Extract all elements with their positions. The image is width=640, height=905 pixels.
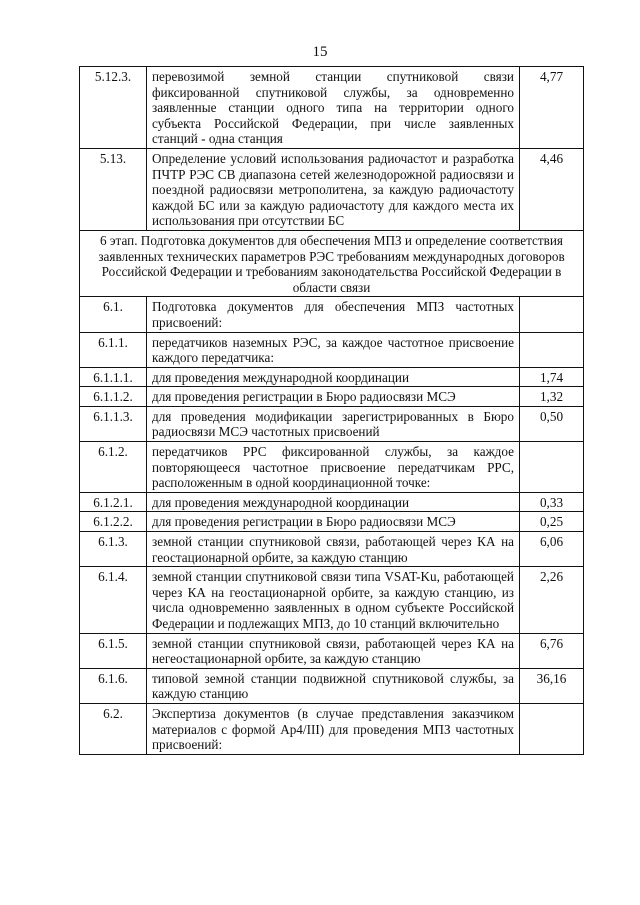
row-value: 1,74 — [520, 367, 584, 387]
row-value: 1,32 — [520, 387, 584, 407]
row-description: для проведения модификации зарегистрированных в Бюро радиосвязи МСЭ частотных присвоений — [147, 406, 520, 441]
table-row — [80, 492, 584, 512]
row-description: перевозимой земной станции спутниковой связи фиксированной спутниковой службы, за одновременно заявленные станции одного типа на территории одного субъекта Российской Федерации, при числе заявленных станций - одна станция — [147, 67, 520, 149]
table-row — [80, 387, 584, 407]
row-number: 6.1.1. — [80, 332, 147, 367]
row-description: земной станции спутниковой связи, работающей через КА на геостационарной орбите, за каждую станцию — [147, 532, 520, 567]
row-value — [520, 297, 584, 332]
row-number: 6.1.1.2. — [80, 387, 147, 407]
row-number: 6.1.1.1. — [80, 367, 147, 387]
row-number: 6.1.2.2. — [80, 512, 147, 532]
row-number: 5.12.3. — [80, 67, 147, 149]
row-description: передатчиков наземных РЭС, за каждое частотное присвоение каждого передатчика: — [147, 332, 520, 367]
table-row — [80, 442, 584, 493]
row-number: 6.1.2. — [80, 442, 147, 493]
tariff-table — [79, 66, 584, 755]
row-description: Подготовка документов для обеспечения МПЗ частотных присвоений: — [147, 297, 520, 332]
row-description: передатчиков РРС фиксированной службы, за каждое повторяющееся частотное присвоение передатчикам РРС, расположенным в одной координационной точке: — [147, 442, 520, 493]
row-value: 2,26 — [520, 567, 584, 633]
table-row — [80, 532, 584, 567]
row-value: 4,46 — [520, 148, 584, 230]
section-header-row — [80, 230, 584, 296]
row-value: 4,77 — [520, 67, 584, 149]
table-row — [80, 703, 584, 754]
row-description: Определение условий использования радиочастот и разработка ПЧТР РЭС СВ диапазона сетей железнодорожной радиосвязи и поездной радиосвязи метрополитена, за каждую радиочастоту каждой БС или за каждую радиочастоту для каждого места их использования при отсутствии БС — [147, 148, 520, 230]
table-row — [80, 668, 584, 703]
table-row — [80, 332, 584, 367]
row-value: 6,06 — [520, 532, 584, 567]
table-row — [80, 567, 584, 633]
row-value: 0,25 — [520, 512, 584, 532]
table-row — [80, 367, 584, 387]
row-value — [520, 332, 584, 367]
table-row — [80, 406, 584, 441]
section-heading: 6 этап. Подготовка документов для обеспечения МПЗ и определение соответствия заявленных технических параметров РЭС требованиям международных договоров Российской Федерации и требованиям законодательства Российской Федерации в области связи — [80, 230, 584, 296]
row-number: 6.2. — [80, 703, 147, 754]
table-row — [80, 512, 584, 532]
row-value: 0,33 — [520, 492, 584, 512]
table-row — [80, 297, 584, 332]
row-value — [520, 703, 584, 754]
row-number: 6.1.1.3. — [80, 406, 147, 441]
row-number: 6.1.2.1. — [80, 492, 147, 512]
row-value: 6,76 — [520, 633, 584, 668]
row-description: для проведения международной координации — [147, 492, 520, 512]
table-row — [80, 148, 584, 230]
row-number: 6.1. — [80, 297, 147, 332]
row-number: 6.1.6. — [80, 668, 147, 703]
row-number: 6.1.5. — [80, 633, 147, 668]
row-value — [520, 442, 584, 493]
row-number: 5.13. — [80, 148, 147, 230]
row-number: 6.1.4. — [80, 567, 147, 633]
row-number: 6.1.3. — [80, 532, 147, 567]
row-description: типовой земной станции подвижной спутниковой службы, за каждую станцию — [147, 668, 520, 703]
row-value: 0,50 — [520, 406, 584, 441]
row-description: Экспертиза документов (в случае представления заказчиком материалов с формой Ap4/III) для проведения МПЗ частотных присвоений: — [147, 703, 520, 754]
row-description: земной станции спутниковой связи типа VSAT-Ku, работающей через КА на геостационарной орбите, за каждую станцию, из числа одновременно заявленных в одном субъекте Российской Федерации и подлежащих МПЗ, до 10 станций включительно — [147, 567, 520, 633]
row-description: для проведения регистрации в Бюро радиосвязи МСЭ — [147, 512, 520, 532]
page-number: 15 — [312, 44, 328, 60]
table-row — [80, 67, 584, 149]
row-description: для проведения международной координации — [147, 367, 520, 387]
row-value: 36,16 — [520, 668, 584, 703]
table-row — [80, 633, 584, 668]
row-description: для проведения регистрации в Бюро радиосвязи МСЭ — [147, 387, 520, 407]
row-description: земной станции спутниковой связи, работающей через КА на негеостационарной орбите, за каждую станцию — [147, 633, 520, 668]
